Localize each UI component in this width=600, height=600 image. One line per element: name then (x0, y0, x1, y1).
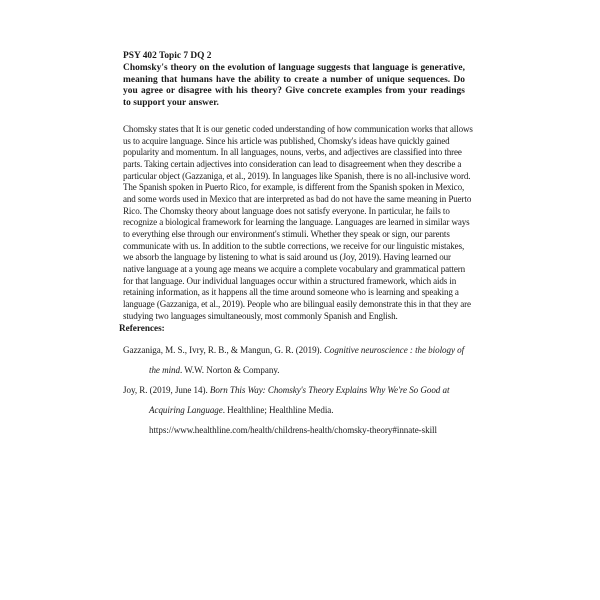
reference-url: https://www.healthline.com/health/childrens-health/chomsky-theory#innate-skill (149, 425, 437, 435)
references-list (123, 340, 468, 440)
reference-authors: Joy, R. (2019, June 14). (123, 385, 210, 395)
reference-entry (123, 380, 468, 440)
references-heading: References: (119, 323, 165, 333)
answer-paragraph: Chomsky states that It is our genetic coded understanding of how communication works that allows us to acquire language. Since his article was published, Chomsky's ideas have quickly gained popularity and momentum. In all languages, nouns, verbs, and adjectives are classified into three parts. Taking certain adjectives into consideration can lead to disagreement when they describe a particular object (Gazzaniga, et al., 2019). In languages like Spanish, there is no all-inclusive word. The Spanish spoken in Puerto Rico, for example, is different from the Spanish spoken in Mexico, and some words used in Mexico that are interpreted as bad do not have the same meaning in Puerto Rico. The Chomsky theory about language does not satisfy everyone. In particular, he fails to recognize a biological framework for learning the language. Languages are learned in similar ways to everything else through our environment's stimuli. Whether they speak or sign, our parents communicate with us. In addition to the subtle corrections, we receive for our linguistic mistakes, we absorb the language by listening to what is said around us (Joy, 2019). Having learned our native language at a young age means we acquire a complete vocabulary and grammatical pattern for that language. Our individual languages occur within a structured framework, which aids in retaining information, as it happens all the time around someone who is learning and speaking a language (Gazzaniga, et al., 2019). People who are bilingual easily demonstrate this in that they are studying two languages simultaneously, most commonly Spanish and English. (123, 124, 473, 321)
reference-publisher: . Healthline; Healthline Media. (222, 405, 334, 415)
discussion-question: Chomsky's theory on the evolution of language suggests that language is generative, meaning that humans have the ability to create a number of unique sequences. Do you agree or disagree with his theory? Give concrete examples from your readings to support your answer. (123, 63, 465, 108)
reference-title: Cognitive neuroscience : the biology of the mind (149, 345, 465, 375)
reference-authors: Gazzaniga, M. S., Ivry, R. B., & Mangun, G. R. (2019). (123, 345, 324, 355)
reference-entry (123, 340, 468, 380)
document-title: PSY 402 Topic 7 DQ 2 (123, 51, 212, 61)
reference-title: Born This Way: Chomsky's Theory Explains Why We're So Good at Acquiring Language (149, 385, 450, 415)
reference-publisher: . W.W. Norton & Company. (180, 365, 280, 375)
